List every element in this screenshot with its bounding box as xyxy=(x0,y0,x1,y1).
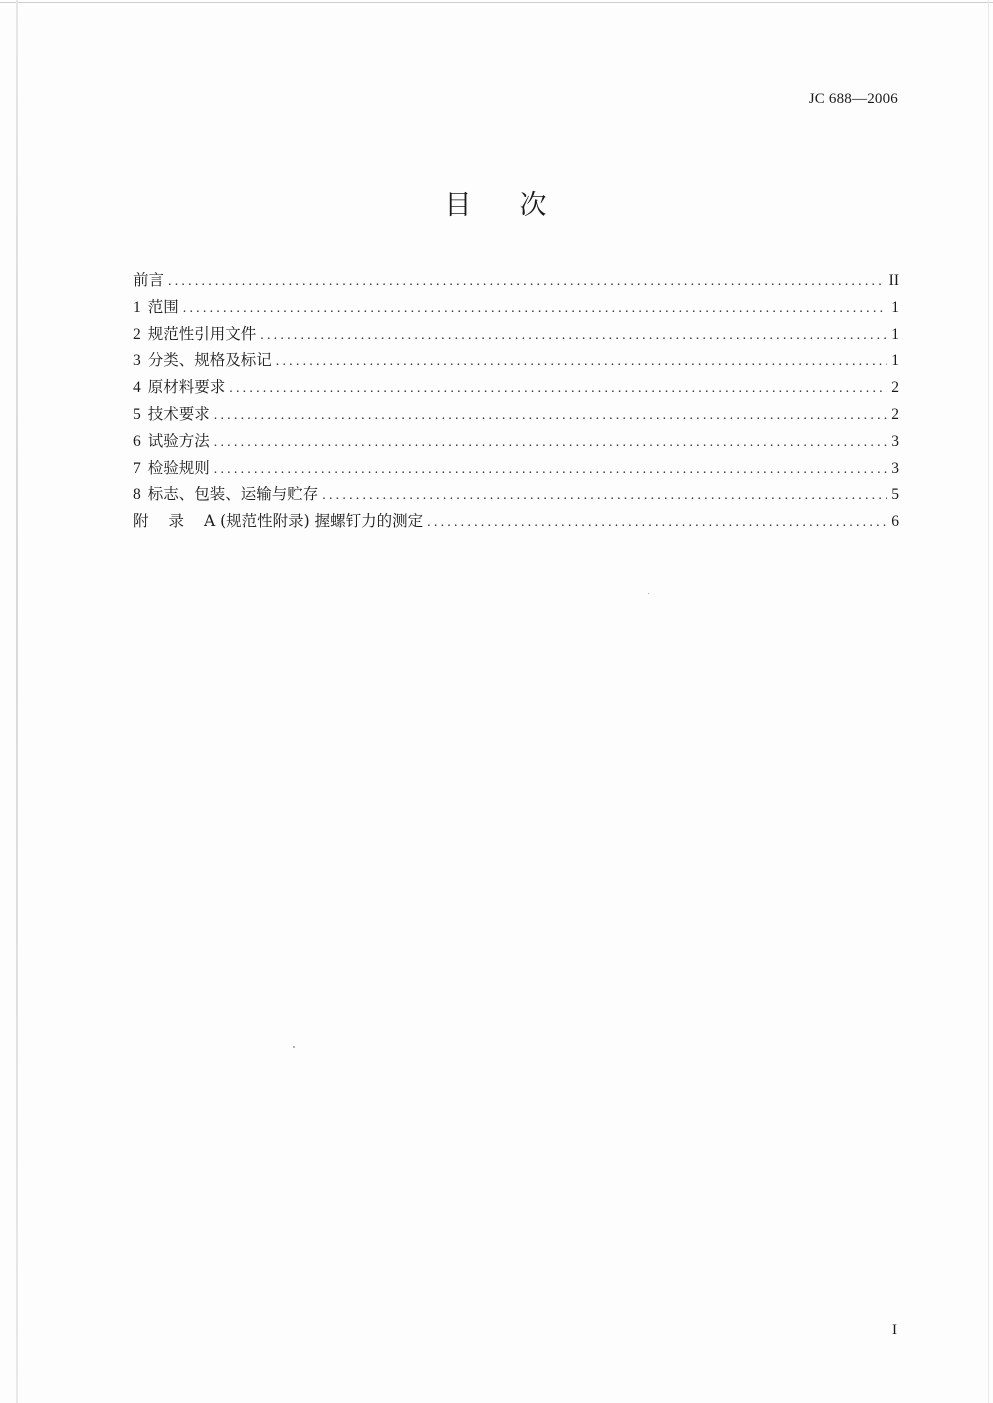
toc-entry-page: 3 xyxy=(891,432,899,450)
toc-entry-3[interactable] xyxy=(133,348,899,375)
toc-entry-6[interactable] xyxy=(133,429,899,456)
toc-entry-page: 5 xyxy=(891,486,899,504)
toc-entry-page: 1 xyxy=(891,325,899,343)
toc-entry-number: 1 xyxy=(133,298,141,316)
page-number: I xyxy=(892,1322,897,1338)
toc-entry-4[interactable] xyxy=(133,375,899,402)
toc-leader-dots xyxy=(276,354,887,370)
toc-entry-label: 前言 xyxy=(133,271,165,289)
toc-entry-2[interactable] xyxy=(133,322,899,349)
scan-edge-top xyxy=(0,2,993,3)
toc-entry-page: II xyxy=(888,272,899,289)
toc-entry-number: 6 xyxy=(133,432,141,450)
toc-entry-appendix-a[interactable] xyxy=(133,509,899,536)
toc-appendix-prefix: 附录 xyxy=(133,512,205,531)
toc-entry-page: 2 xyxy=(891,405,899,423)
toc-entry-label: 试验方法 xyxy=(147,431,210,450)
document-code: JC 688—2006 xyxy=(808,91,898,107)
toc-entry-1[interactable] xyxy=(133,295,899,322)
toc-entry-label-wrap xyxy=(133,402,214,424)
toc-entry-page: 2 xyxy=(891,379,899,397)
toc-entry-label-wrap xyxy=(133,375,229,397)
toc-entry-page: 1 xyxy=(891,298,899,316)
toc-leader-dots xyxy=(168,274,885,290)
title-char-2: 次 xyxy=(519,190,549,221)
toc-entry-label: 技术要求 xyxy=(147,404,210,423)
toc-entry-label: 规范性引用文件 xyxy=(147,324,257,343)
toc-leader-dots xyxy=(322,488,887,504)
toc-leader-dots xyxy=(427,515,887,531)
toc-entry-label-wrap xyxy=(133,348,276,370)
page-title xyxy=(0,183,993,222)
table-of-contents xyxy=(133,268,899,536)
toc-entry-label: 标志、包装、运输与贮存 xyxy=(147,485,319,504)
toc-entry-number: 5 xyxy=(133,405,141,423)
toc-entry-5[interactable] xyxy=(133,402,899,429)
toc-entry-8[interactable] xyxy=(133,482,899,509)
toc-entry-number: 4 xyxy=(133,379,141,397)
toc-entry-7[interactable] xyxy=(133,456,899,483)
toc-entry-label: 检验规则 xyxy=(147,458,210,477)
toc-entry-label-wrap xyxy=(133,429,214,451)
toc-entry-label-wrap xyxy=(133,295,183,317)
toc-leader-dots xyxy=(214,462,887,478)
toc-entry-label-wrap xyxy=(133,456,214,478)
toc-entry-page: 1 xyxy=(891,352,899,370)
toc-leader-dots xyxy=(229,381,887,397)
toc-entry-number: 3 xyxy=(133,352,141,370)
toc-entry-foreword[interactable] xyxy=(133,268,899,295)
toc-leader-dots xyxy=(214,408,887,424)
scan-speck xyxy=(293,1046,295,1048)
toc-leader-dots xyxy=(214,435,887,451)
toc-entry-label-wrap xyxy=(133,322,260,344)
toc-entry-label: 原材料要求 xyxy=(147,378,226,397)
toc-entry-number: 8 xyxy=(133,486,141,504)
toc-entry-label: 范围 xyxy=(147,297,179,316)
toc-leader-dots xyxy=(183,301,887,317)
toc-entry-label: A (规范性附录) 握螺钉力的测定 xyxy=(204,512,424,531)
toc-entry-label-wrap xyxy=(133,509,427,531)
toc-leader-dots xyxy=(260,328,887,344)
title-char-1: 目 xyxy=(444,190,474,221)
toc-entry-label: 分类、规格及标记 xyxy=(147,351,272,370)
toc-entry-number: 2 xyxy=(133,325,141,343)
scan-speck xyxy=(648,593,649,594)
toc-entry-page: 6 xyxy=(891,513,899,531)
toc-entry-number: 7 xyxy=(133,459,141,477)
toc-entry-label-wrap xyxy=(133,482,322,504)
toc-entry-page: 3 xyxy=(891,459,899,477)
